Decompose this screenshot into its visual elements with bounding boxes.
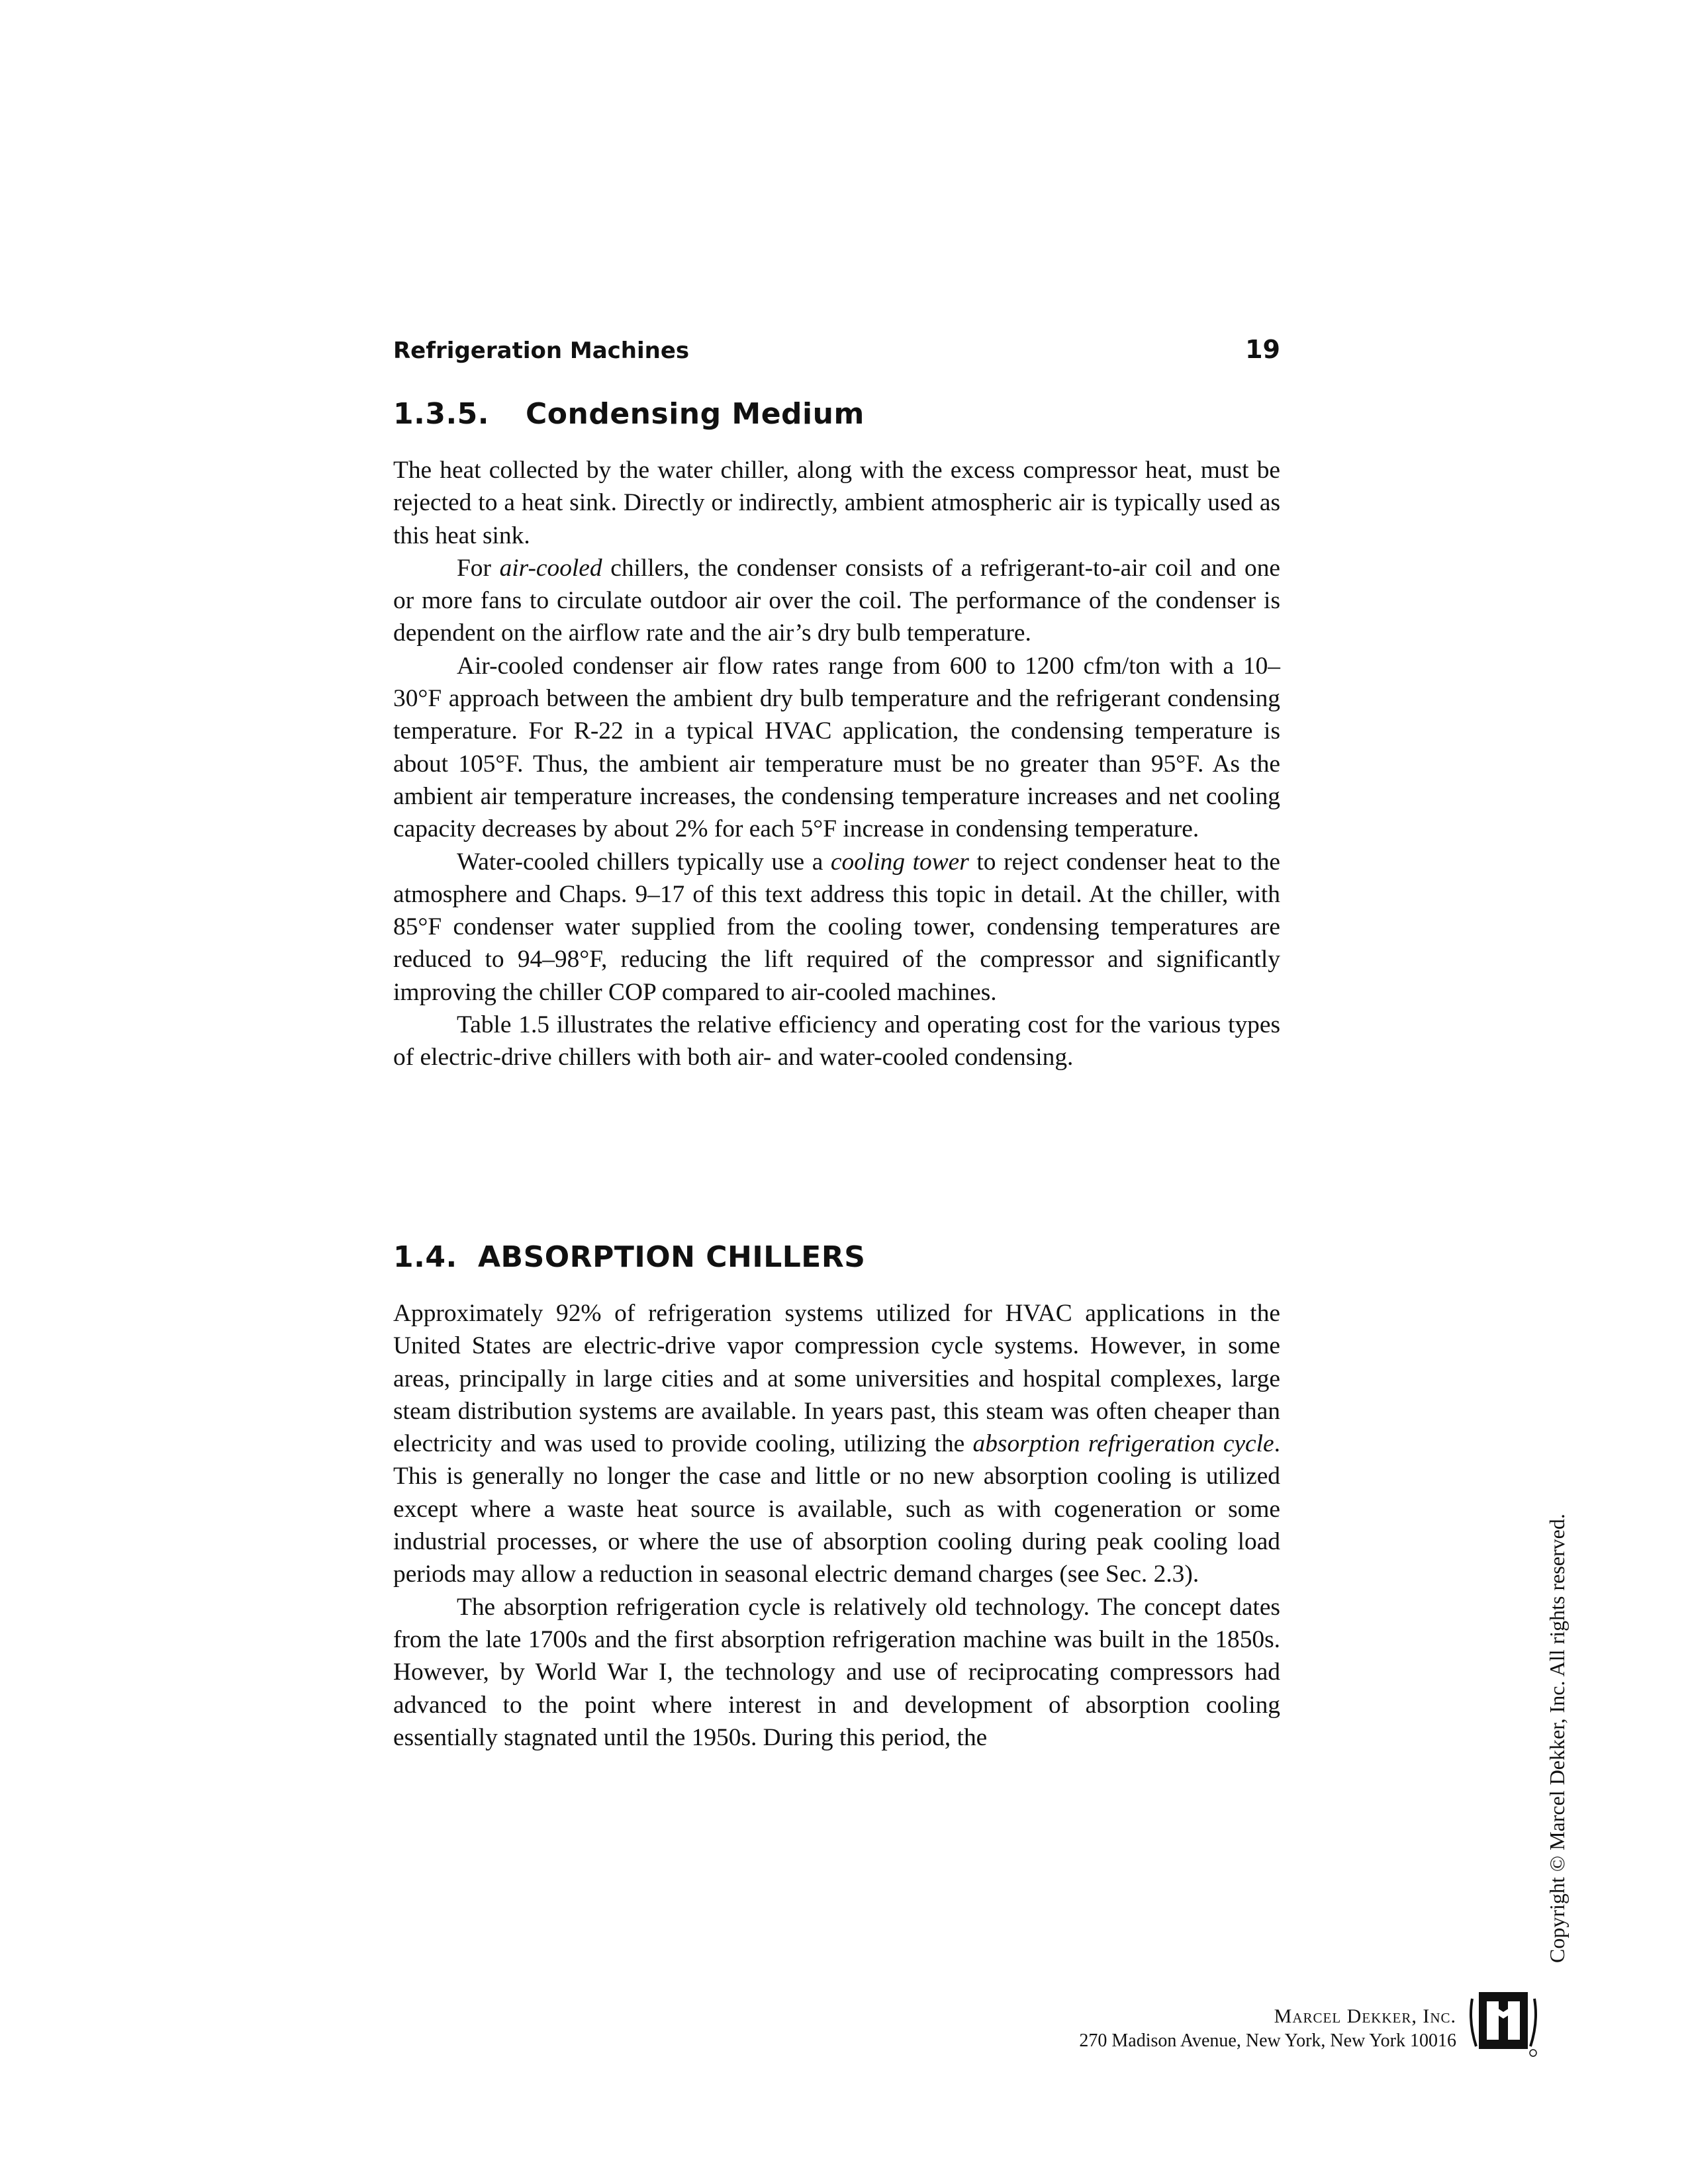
emphasis: air-cooled [499, 554, 602, 582]
paragraph: Air-cooled condenser air flow rates range from 600 to 1200 cfm/ton with a 10–30°F approach between the ambient dry bulb temperature and the refrigerant condensing temperature. For R-22 in a typical HVAC application, the condensing temperature is about 105°F. Thus, the ambient air temperature must be no greater than 95°F. As the ambient air temperature increases, the condensing temperature increases and net cooling capacity decreases by about 2% for each 5°F increase in condensing temperature. [393, 652, 1280, 843]
emphasis: absorption refrigeration cycle [972, 1430, 1274, 1458]
paragraph: Table 1.5 illustrates the relative efficiency and operating cost for the various types of electric-drive chillers with both air- and water-cooled condensing. [393, 1011, 1280, 1071]
page-number: 19 [1245, 335, 1280, 364]
running-head [393, 335, 1280, 364]
section-title: ABSORPTION CHILLERS [478, 1240, 866, 1274]
section-heading-condensing-medium [393, 397, 865, 431]
publisher-address: 270 Madison Avenue, New York, New York 10016 [1079, 2030, 1456, 2051]
paragraph: The absorption refrigeration cycle is relatively old technology. The concept dates from the late 1700s and the first absorption refrigeration machine was built in the 1850s. However, by World War I, the technology and use of reciprocating compressors had advanced to the point where interest in and development of absorption cooling essentially stagnated until the 1950s. During this period, the [393, 1593, 1280, 1751]
emphasis: cooling tower [830, 848, 969, 876]
paragraph: The heat collected by the water chiller, along with the excess compressor heat, must be rejected to a heat sink. Directly or indirectly, ambient atmospheric air is typically used as this heat sink. [393, 457, 1280, 549]
section-number: 1.3.5. [393, 397, 489, 431]
copyright-notice: Copyright © Marcel Dekker, Inc. All rights reserved. [1545, 1514, 1569, 1963]
running-head-title: Refrigeration Machines [393, 338, 690, 364]
publisher-block [1059, 2005, 1456, 2052]
section-body-condensing-medium [393, 454, 1280, 1074]
paragraph: For air-cooled chillers, the condenser consists of a refrigerant-to-air coil and one or more fans to circulate outdoor air over the coil. The performance of the condenser is dependent on the airflow rate and the air’s dry bulb temperature. [393, 554, 1280, 647]
section-number: 1.4. [393, 1240, 457, 1274]
publisher-logo-icon [1467, 1985, 1540, 2058]
section-body-absorption-chillers [393, 1297, 1280, 1754]
paragraph: Approximately 92% of refrigeration systems utilized for HVAC applications in the United States are electric-drive vapor compression cycle systems. However, in some areas, principally in large cities and at some universities and hospital complexes, large steam distribution systems are available. In years past, this steam was often cheaper than electricity and was used to provide cooling, utilizing the absorption refrigeration cycle. This is generally no longer the case and little or no new absorption cooling is utilized except where a waste heat source is available, such as with cogeneration or some industrial processes, or where the use of absorption cooling during peak cooling load periods may allow a reduction in seasonal electric demand charges (see Sec. 2.3). [393, 1300, 1280, 1588]
publisher-name: Marcel Dekker, Inc. [1274, 2005, 1456, 2027]
section-title: Condensing Medium [526, 397, 865, 431]
paragraph: Water-cooled chillers typically use a cooling tower to reject condenser heat to the atmosphere and Chaps. 9–17 of this text address this topic in detail. At the chiller, with 85°F condenser water supplied from the cooling tower, condensing temperatures are reduced to 94–98°F, reducing the lift required of the compressor and significantly improving the chiller COP compared to air-cooled machines. [393, 848, 1281, 1006]
section-heading-absorption-chillers [393, 1240, 865, 1274]
